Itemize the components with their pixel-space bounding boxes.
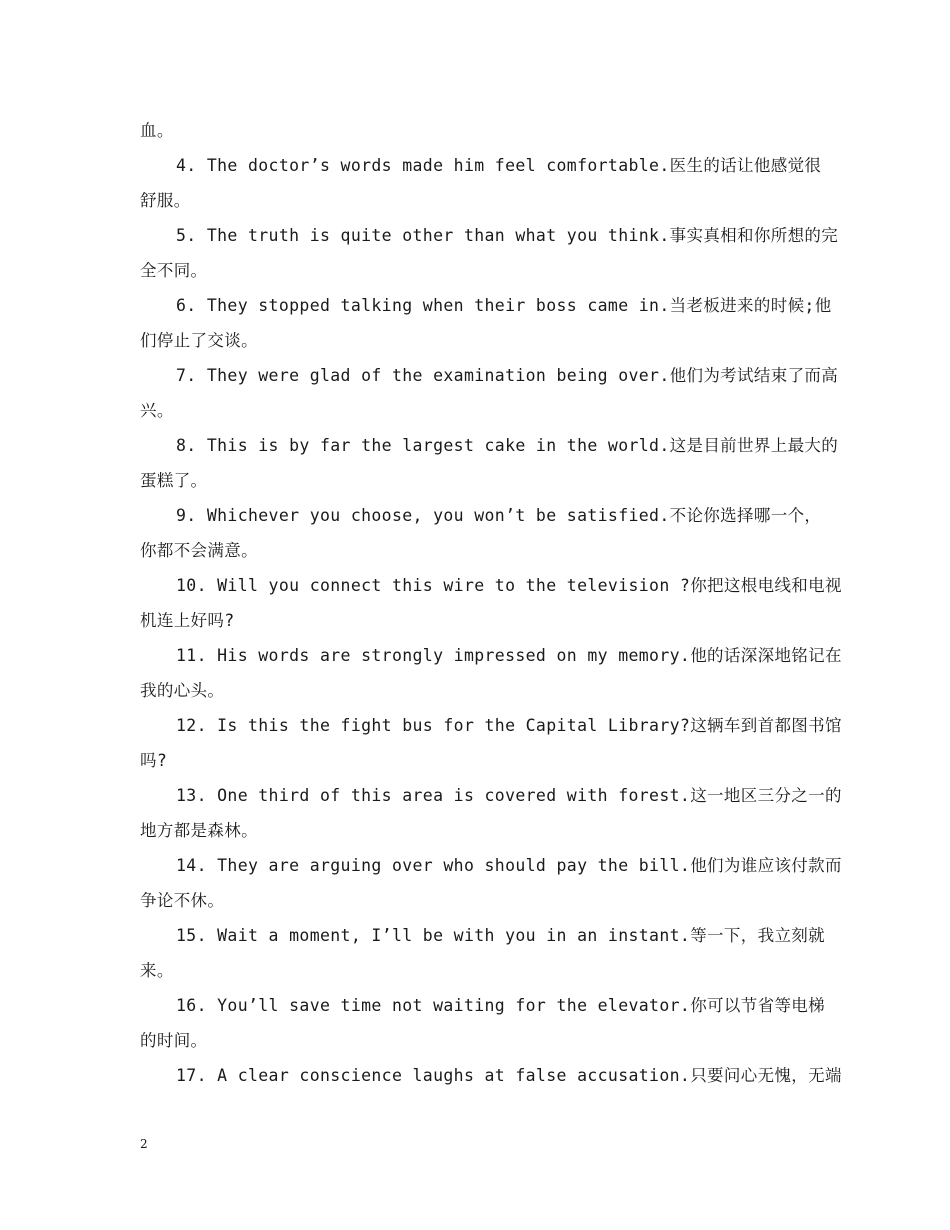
continuation-line: 蛋糕了。 xyxy=(140,471,208,490)
continuation-line: 吗? xyxy=(140,751,168,770)
continuation-line: 来。 xyxy=(140,961,174,980)
continuation-line: 你都不会满意。 xyxy=(140,541,258,560)
sentence-line: 8. This is by far the largest cake in the world.这是目前世界上最大的 xyxy=(176,436,839,455)
sentence-line: 16. You’ll save time not waiting for the elevator.你可以节省等电梯 xyxy=(176,996,825,1015)
continuation-line: 血。 xyxy=(140,121,174,140)
continuation-line: 舒服。 xyxy=(140,191,191,210)
sentence-line: 4. The doctor’s words made him feel comfortable.医生的话让他感觉很 xyxy=(176,156,822,175)
continuation-line: 的时间。 xyxy=(140,1031,208,1050)
continuation-line: 全不同。 xyxy=(140,261,208,280)
sentence-line: 15. Wait a moment, I’ll be with you in an instant.等一下，我立刻就 xyxy=(176,926,825,945)
continuation-line: 机连上好吗? xyxy=(140,611,235,630)
sentence-line: 12. Is this the fight bus for the Capital Library?这辆车到首都图书馆 xyxy=(176,716,842,735)
continuation-line: 争论不休。 xyxy=(140,891,225,910)
continuation-line: 我的心头。 xyxy=(140,681,225,700)
sentence-line: 9. Whichever you choose, you won’t be satisfied.不论你选择哪一个， xyxy=(176,506,822,525)
sentence-line: 13. One third of this area is covered with forest.这一地区三分之一的 xyxy=(176,786,842,805)
document-body xyxy=(140,113,842,1093)
continuation-line: 地方都是森林。 xyxy=(140,821,258,840)
sentence-line: 11. His words are strongly impressed on my memory.他的话深深地铭记在 xyxy=(176,646,842,665)
continuation-line: 兴。 xyxy=(140,401,174,420)
sentence-line: 17. A clear conscience laughs at false accusation.只要问心无愧，无端 xyxy=(176,1066,842,1085)
sentence-line: 14. They are arguing over who should pay the bill.他们为谁应该付款而 xyxy=(176,856,842,875)
sentence-line: 10. Will you connect this wire to the television ?你把这根电线和电视 xyxy=(176,576,842,595)
page-number: 2 xyxy=(140,1137,148,1151)
sentence-line: 6. They stopped talking when their boss came in.当老板进来的时候;他 xyxy=(176,296,832,315)
sentence-line: 7. They were glad of the examination being over.他们为考试结束了而高 xyxy=(176,366,839,385)
continuation-line: 们停止了交谈。 xyxy=(140,331,258,350)
sentence-line: 5. The truth is quite other than what you think.事实真相和你所想的完 xyxy=(176,226,839,245)
